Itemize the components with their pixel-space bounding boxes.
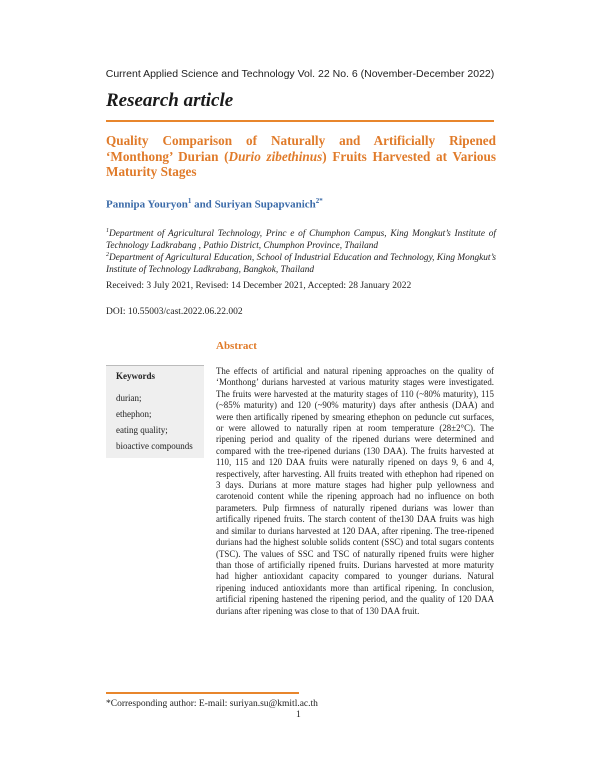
article-type-heading: Research article <box>106 90 234 111</box>
paper-title <box>106 133 496 180</box>
keywords-box <box>106 365 204 458</box>
keyword-item: bioactive compounds <box>116 441 193 451</box>
author-1-name: Pannipa Youryon <box>106 198 188 211</box>
abstract-heading: Abstract <box>216 340 257 352</box>
keyword-item: durian; <box>116 393 142 403</box>
affiliation-2-text: Department of Agricultural Education, School of Industrial Education and Technology, King Mongkut’s Institute of Technology Ladkrabang, Bangkok, Thailand <box>106 253 496 276</box>
journal-header: Current Applied Science and Technology Vol. 22 No. 6 (November-December 2022) <box>105 68 495 80</box>
title-part-2: ) Fruits Harvested at Various Maturity Stages <box>106 148 496 179</box>
submission-dates: Received: 3 July 2021, Revised: 14 December 2021, Accepted: 28 January 2022 <box>106 281 412 291</box>
title-part-1: Quality Comparison of Naturally and Artificially Ripened ‘Monthong’ Durian ( <box>106 133 496 164</box>
keyword-item: eating quality; <box>116 425 168 435</box>
keyword-item: ethephon; <box>116 409 152 419</box>
author-2-affiliation-mark: 2* <box>315 197 323 205</box>
corresponding-author-footnote: *Corresponding author: E-mail: suriyan.su@kmitl.ac.th <box>106 699 318 709</box>
abstract-body: The effects of artificial and natural ripening approaches on the quality of ‘Monthong’ durians harvested at various maturity stages were investigated. The fruits were harvested at the maturity stages of 110 (~80% maturity), 115 (~85% maturity) and 120 (~90% maturity) days after anthesis (DAA) and were then artifically ripened by smearing ethephon on peduncle cut surfaces, or were allowed to naturally ripen at room temperature (28±2°C). The ripening period and quality of the ripened durians were determined and compared with the tree-ripened durians (130 DAA). The fruits harvested at 110, 115 and 120 DAA fruits were naturally ripened on days 9, 6 and 4, respectively, after harvesting. All fruits treated with ethephon had ripened on 3 days. Durians at more mature stages had higher pulp yellowness and carotenoid content while the ripening approach had no influence on both parameters. Pulp firmness of naturally ripened durians was lower than artifically ripened fruits. The starch content of the130 DAA fruits was high and similar to durians harvested at 120 DAA, after ripening. The tree-ripened durians had the highest soluble solids content (SSC) and total sugars contents (TSC). The values of SSC and TSC of naturally ripened fruits were higher than those of artificially ripened fruits. Durians harvested at more maturity had higher antioxidant capacity compared to younger durians. Natural ripening induced antioxidants more than artifical ripening. In conclusion, artificial ripening hastened the ripening period, and the quality of 120 DAA durians after ripening was close to that of 130 DAA fruit. <box>216 366 494 616</box>
author-2-name: Suriyan Supapvanich <box>214 198 316 211</box>
affiliation-2 <box>106 249 496 276</box>
author-list <box>106 197 323 211</box>
affiliation-2-mark: 2 <box>106 252 109 258</box>
footnote-divider <box>106 692 299 694</box>
affiliation-1-mark: 1 <box>106 228 109 234</box>
doi: DOI: 10.55003/cast.2022.06.22.002 <box>106 307 243 317</box>
title-divider <box>106 120 494 122</box>
author-connector: and <box>191 198 215 211</box>
affiliation-1-text: Department of Agricultural Technology, Princ e of Chumphon Campus, King Mongkut’s Institute of Technology Ladkrabang , Pathio District, Chumphon Province, Thailand <box>106 229 496 252</box>
title-species: Durio zibethinus <box>228 148 323 164</box>
page-number: 1 <box>296 710 301 720</box>
keywords-title: Keywords <box>116 371 155 381</box>
author-1-affiliation-mark: 1 <box>187 197 192 205</box>
